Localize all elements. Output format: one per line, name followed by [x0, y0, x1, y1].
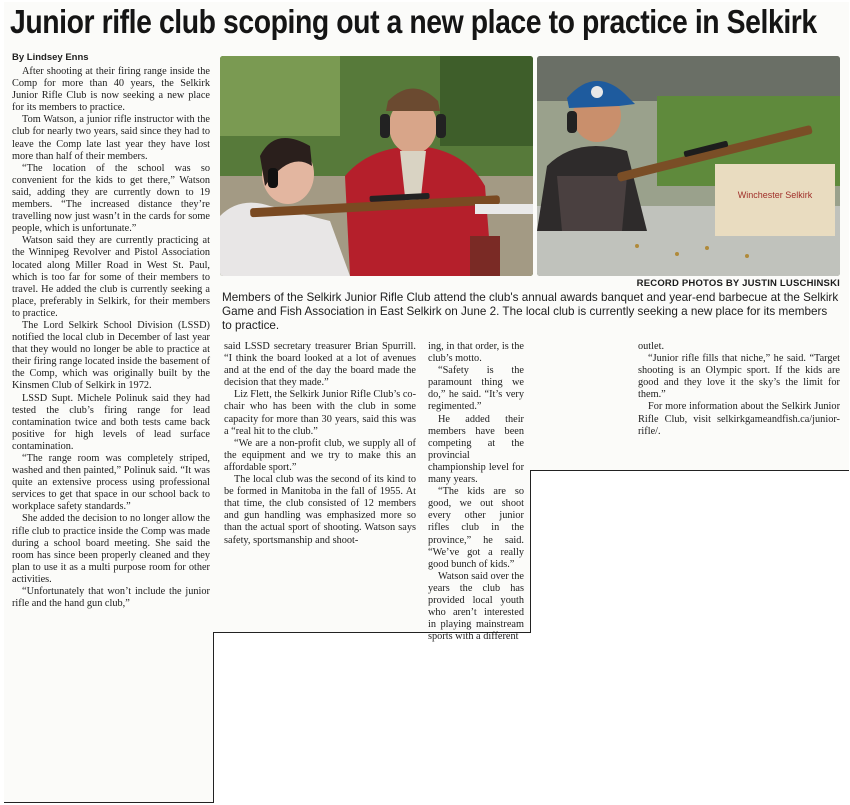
- paragraph: After shooting at their firing range inside the Comp for more than 40 years, the Selkirk Junior Rifle Club is now seeking a new place for its members to practice.: [12, 66, 210, 114]
- photo-girl-with-instructor: [220, 56, 533, 276]
- paragraph: Liz Flett, the Selkirk Junior Rifle Club’s co-chair who has been with the club in some capacity for more than 30 years, said this was a “real hit to the club.”: [224, 389, 416, 437]
- paragraph: “Junior rifle fills that niche,” he said. “Target shooting is an Olympic sport. If the kids are good and they love it the sky’s the limit for them.”: [638, 353, 840, 401]
- paragraph: outlet.: [638, 341, 665, 352]
- clipping-edge: [530, 470, 531, 633]
- paragraph: said LSSD secretary treasurer Brian Spurrill. “I think the board looked at a lot of avenues and at the end of the day the board made the decision that they made.”: [224, 341, 416, 389]
- photo-boy-aiming-image: [537, 56, 840, 276]
- paragraph: “The kids are so good, we out shoot every other junior rifles club in the province,” he said. “We’ve got a really good bunch of kids.”: [428, 486, 524, 570]
- headline: Junior rifle club scoping out a new place to practice in Selkirk: [10, 3, 817, 40]
- paragraph: LSSD Supt. Michele Polinuk said they had tested the club’s firing range for lead contamination twice and both tests came back positive for high levels of lead surface contamination.: [12, 392, 210, 452]
- photo-caption: Members of the Selkirk Junior Rifle Club attend the club's annual awards banquet and year-end barbecue at the Selkirk Game and Fish Association in East Selkirk on June 2. The local club is currently seeking a new place for its members to practice.: [222, 291, 839, 332]
- clipping-edge: [530, 470, 849, 471]
- paragraph: Tom Watson, a junior rifle instructor with the club for nearly two years, said since they had to leave the Comp late last year they have lost more than half of their members.: [12, 114, 210, 162]
- article-column-3: [428, 341, 524, 643]
- article-column-1: [12, 66, 210, 610]
- photo-girl-with-instructor-image: [220, 56, 533, 276]
- paragraph: “Unfortunately that won’t include the junior rifle and the hand gun club,”: [12, 586, 210, 610]
- paragraph: She added the decision to no longer allow the rifle club to practice inside the Comp was made during a school board meeting. She said the room has since been properly cleaned and they plan to use it as a multi purpose room for other activities.: [12, 513, 210, 585]
- paragraph: “The range room was completely striped, washed and then painted,” Polinuk said. “It was quite an extensive process using professional services to get that space in our school back to workplace safety standards.”: [12, 453, 210, 513]
- photo-box-label: Winchester Selkirk: [737, 190, 813, 200]
- paragraph: For more information about the Selkirk Junior Rifle Club, visit selkirkgameandfish.ca/junior-rifle/.: [638, 401, 840, 437]
- photo-boy-aiming: [537, 56, 840, 276]
- paragraph: ing, in that order, is the club’s motto.: [428, 341, 524, 365]
- paragraph: Watson said they are currently practicing at the Winnipeg Revolver and Pistol Association located along Miller Road in West St. Paul, which is too far for some of their members to travel. He added the club is currently seeking a place, preferably in Selkirk, for their members to practice.: [12, 235, 210, 319]
- paragraph: Watson said over the years the club has provided local youth who aren’t interested in playing mainstream sports with a different: [428, 570, 524, 643]
- article-column-2: [224, 341, 416, 547]
- paragraph: The Lord Selkirk School Division (LSSD) notified the local club in December of last year that they would no longer be able to practice at their firing range located inside the basement of the Comp, which was originally built by the Kinsmen Club of Selkirk in 1972.: [12, 319, 210, 392]
- article-column-4: [638, 341, 840, 438]
- photo-credit: RECORD PHOTOS BY JUSTIN LUSCHINSKI: [636, 278, 840, 289]
- byline: By Lindsey Enns: [12, 52, 89, 63]
- paragraph: “We are a non-profit club, we supply all of the equipment and we try to make this an affordable sport.”: [224, 437, 416, 473]
- paragraph: “Safety is the paramount thing we do,” he said. “It’s very regimented.”: [428, 365, 524, 413]
- paragraph: The local club was the second of its kind to be formed in Manitoba in the fall of 1955. At that time, the club consisted of 12 members and gun handling was emphasized more so than the actual sport of shooting. Watson says safety, sportsmanship and shoot-: [224, 474, 416, 546]
- paragraph: He added their members have been competing at the provincial championship level for many years.: [428, 413, 524, 486]
- clipping-edge: [4, 802, 214, 803]
- paragraph: “The location of the school was so convenient for the kids to get there,” Watson said, adding they are currently down to 19 members. “The increased distance they’re travelling now just wasn’t in the cards for some people, which is unfortunate.”: [12, 162, 210, 235]
- clipping-edge: [213, 632, 214, 803]
